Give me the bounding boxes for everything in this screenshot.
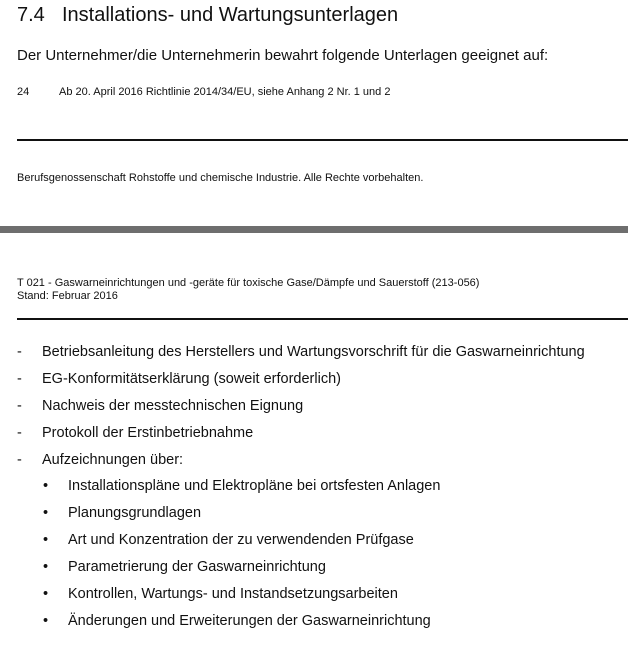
dash-marker: - — [17, 398, 22, 414]
footnote-text: Ab 20. April 2016 Richtlinie 2014/34/EU, siehe Anhang 2 Nr. 1 und 2 — [59, 86, 391, 98]
list-item-text: Nachweis der messtechnischen Eignung — [42, 398, 304, 414]
sub-list-item-text: Änderungen und Erweiterungen der Gaswarneinrichtung — [68, 613, 431, 629]
header-divider — [17, 318, 628, 320]
page-break-bar — [0, 226, 628, 233]
intro-paragraph: Der Unternehmer/die Unternehmerin bewahrt folgende Unterlagen geeignet auf: — [17, 47, 549, 64]
sub-list-item-text: Kontrollen, Wartungs- und Instandsetzungsarbeiten — [68, 586, 398, 602]
section-title: Installations- und Wartungsunterlagen — [62, 4, 399, 26]
section-number: 7.4 — [17, 4, 45, 26]
footer-divider — [17, 139, 628, 141]
dash-marker: - — [17, 425, 22, 441]
list-item-text: Betriebsanleitung des Herstellers und Wartungsvorschrift für die Gaswarneinrichtung — [42, 344, 585, 360]
sub-list-item-text: Installationspläne und Elektropläne bei ortsfesten Anlagen — [68, 478, 441, 494]
sub-list-item-text: Planungsgrundlagen — [68, 505, 202, 521]
document-header-date: Stand: Februar 2016 — [17, 290, 118, 302]
bullet-marker: • — [43, 559, 49, 575]
document-header-title: T 021 - Gaswarneinrichtungen und -geräte für toxische Gase/Dämpfe und Sauerstoff (213-056) — [17, 277, 480, 289]
document-header — [17, 277, 479, 303]
footnote — [17, 86, 390, 98]
dash-marker: - — [17, 371, 22, 387]
sub-list-item-text: Parametrierung der Gaswarneinrichtung — [68, 559, 326, 575]
page-footer-copyright: Berufsgenossenschaft Rohstoffe und chemische Industrie. Alle Rechte vorbehalten. — [17, 172, 424, 184]
dash-marker: - — [17, 452, 22, 468]
sub-list-item-text: Art und Konzentration der zu verwendenden Prüfgase — [68, 532, 414, 548]
list-item-text: Protokoll der Erstinbetriebnahme — [42, 425, 254, 441]
bullet-marker: • — [43, 532, 49, 548]
dash-marker: - — [17, 344, 22, 360]
section-heading — [17, 4, 398, 27]
footnote-number: 24 — [17, 86, 30, 98]
list-item-text: EG-Konformitätserklärung (soweit erforderlich) — [42, 371, 341, 387]
bullet-marker: • — [43, 586, 49, 602]
list-item-text: Aufzeichnungen über: — [42, 452, 184, 468]
bullet-marker: • — [43, 505, 49, 521]
bullet-marker: • — [43, 613, 49, 629]
bullet-marker: • — [43, 478, 49, 494]
